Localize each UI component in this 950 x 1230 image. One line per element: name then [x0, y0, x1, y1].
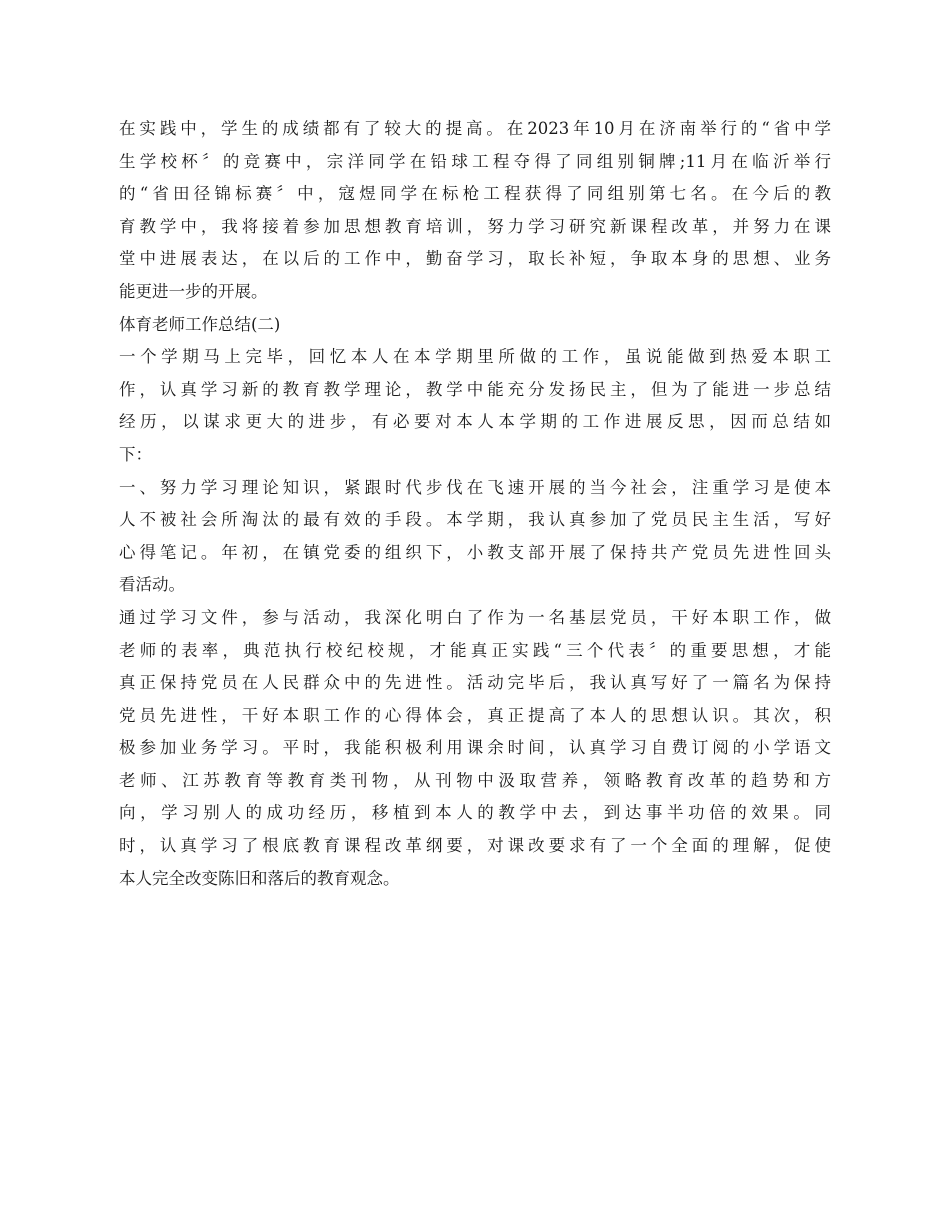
text-line: 下： — [119, 444, 152, 464]
text-line: 心得笔记。年初，在镇党委的组织下，小教支部开展了保持共产党员先进性回头 — [119, 542, 831, 562]
text-line: 育教学中，我将接着参加思想教育培训，努力学习研究新课程改革，并努力在课 — [119, 216, 831, 236]
text-line: 在实践中，学生的成绩都有了较大的提高。在2023年10月在济南举行的“省中学 — [119, 119, 831, 138]
text-line: 的“省田径锦标赛〞中，寇煜同学在标枪工程获得了同组别第七名。在今后的教 — [119, 184, 831, 204]
text-line: 本人完全改变陈旧和落后的教育观念。 — [119, 868, 400, 888]
document-body — [119, 113, 831, 895]
text-line: 一、努力学习理论知识，紧跟时代步伐在飞速开展的当今社会，注重学习是使本 — [119, 477, 831, 497]
text-line: 经历，以谋求更大的进步，有必要对本人本学期的工作进展反思，因而总结如 — [119, 412, 831, 432]
text-line: 极参加业务学习。平时，我能积极利用课余时间，认真学习自费订阅的小学语文 — [119, 738, 831, 758]
text-line: 党员先进性，干好本职工作的心得体会，真正提高了本人的思想认识。其次，积 — [119, 705, 831, 725]
text-line: 能更进一步的开展。 — [119, 281, 268, 301]
text-line: 看活动。 — [119, 575, 185, 595]
text-line: 堂中进展表达，在以后的工作中，勤奋学习，取长补短，争取本身的思想、业务 — [119, 249, 831, 269]
text-line: 人不被社会所淘汰的最有效的手段。本学期，我认真参加了党员民主生活，写好 — [119, 510, 831, 530]
text-line: 老师、江苏教育等教育类刊物，从刊物中汲取营养，领略教育改革的趋势和方 — [119, 770, 831, 790]
text-line: 老师的表率，典范执行校纪校规，才能真正实践“三个代表〞的重要思想，才能 — [119, 640, 831, 660]
text-line: 一个学期马上完毕，回忆本人在本学期里所做的工作，虽说能做到热爱本职工 — [119, 347, 831, 367]
text-line: 向，学习别人的成功经历，移植到本人的教学中去，到达事半功倍的效果。同 — [119, 803, 831, 823]
text-line: 作，认真学习新的教育教学理论，教学中能充分发扬民主，但为了能进一步总结 — [119, 379, 831, 399]
text-line: 真正保持党员在人民群众中的先进性。活动完毕后，我认真写好了一篇名为保持 — [119, 673, 831, 693]
text-line: 时，认真学习了根底教育课程改革纲要，对课改要求有了一个全面的理解，促使 — [119, 836, 831, 856]
text-line: 通过学习文件，参与活动，我深化明白了作为一名基层党员，干好本职工作，做 — [119, 607, 831, 627]
text-line: 生学校杯〞的竞赛中，宗洋同学在铅球工程夺得了同组别铜牌;11月在临沂举行 — [119, 151, 831, 171]
section-heading: 体育老师工作总结(二) — [119, 314, 281, 334]
